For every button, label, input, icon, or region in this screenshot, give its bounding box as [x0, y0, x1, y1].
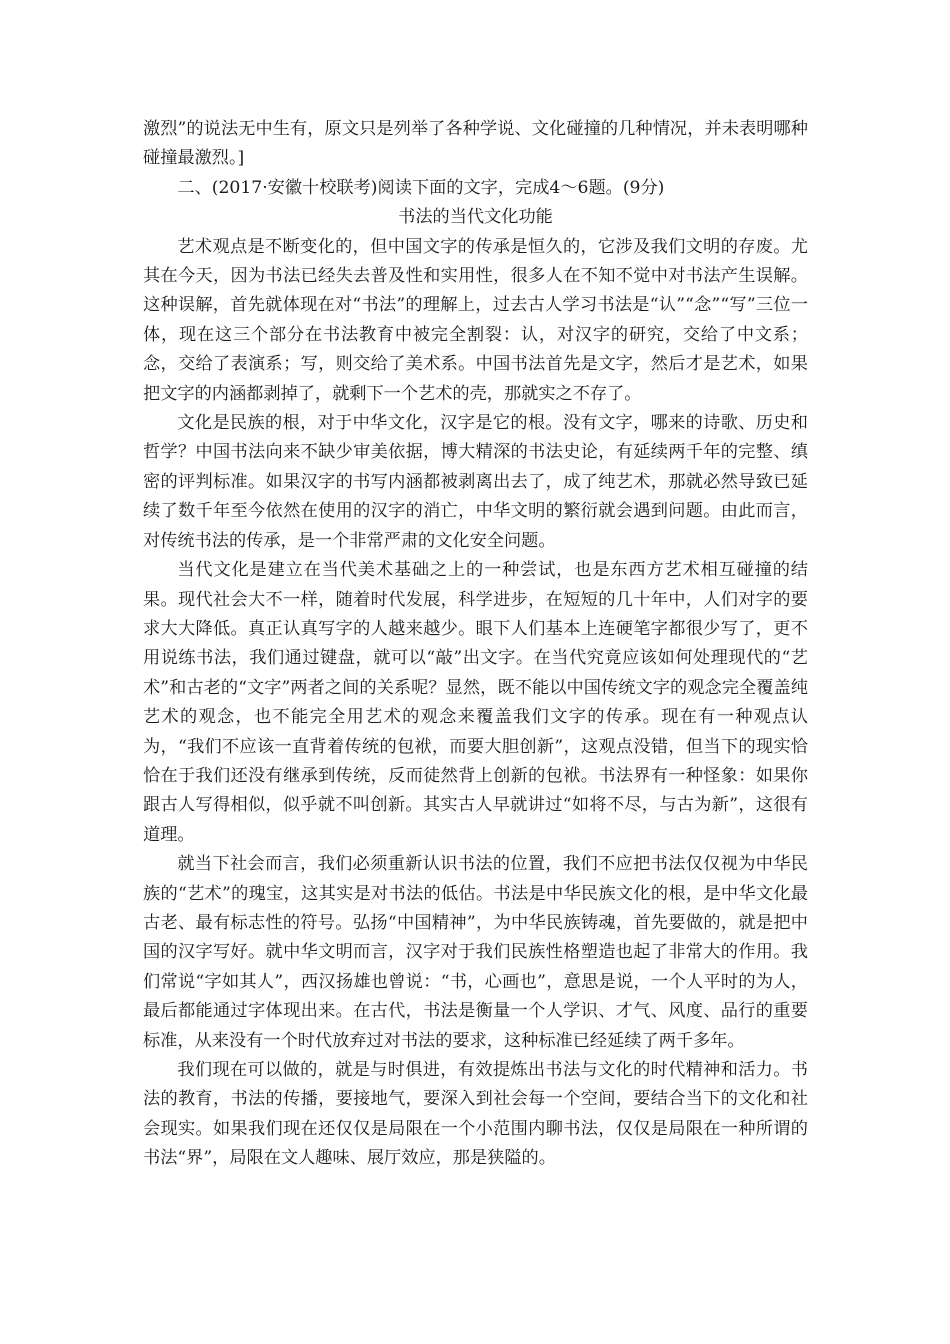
article-paragraph: 就当下社会而言，我们必须重新认识书法的位置，我们不应把书法仅仅视为中华民族的“艺术”的瑰宝，这其实是对书法的低估。书法是中华民族文化的根，是中华文化最古老、最有标志性的符号。弘扬“中国精神”，为中华民族铸魂，首先要做的，就是把中国的汉字写好。就中华文明而言，汉字对于我们民族性格塑造也起了非常大的作用。我们常说“字如其人”，西汉扬雄也曾说：“书，心画也”，意思是说，一个人平时的为人，最后都能通过字体现出来。在古代，书法是衡量一个人学识、才气、风度、品行的重要标准，从来没有一个时代放弃过对书法的要求，这种标准已经延续了两千多年。: [143, 854, 808, 1051]
article-paragraph: 艺术观点是不断变化的，但中国文字的传承是恒久的，它涉及我们文明的存废。尤其在今天，因为书法已经失去普及性和实用性，很多人在不知不觉中对书法产生误解。这种误解，首先就体现在对“书法”的理解上，过去古人学习书法是“认”“念”“写”三位一体，现在这三个部分在书法教育中被完全割裂：认，对汉字的研究，交给了中文系；念，交给了表演系；写，则交给了美术系。中国书法首先是文字，然后才是艺术，如果把文字的内涵都剥掉了，就剩下一个艺术的壳，那就实之不存了。: [143, 236, 808, 404]
question-header: 二、(2017·安徽十校联考)阅读下面的文字，完成4～6题。(9分): [177, 177, 665, 198]
article-paragraph: 文化是民族的根，对于中华文化，汉字是它的根。没有文字，哪来的诗歌、历史和哲学？中国书法向来不缺少审美依据，博大精深的书法史论，有延续两千年的完整、缜密的评判标准。如果汉字的书写内涵都被剥离出去了，成了纯艺术，那就必然导致已延续了数千年至今依然在使用的汉字的消亡，中华文明的繁衍就会遇到问题。由此而言，对传统书法的传承，是一个非常严肃的文化安全问题。: [143, 413, 808, 551]
article-title: 书法的当代文化功能: [398, 207, 553, 228]
article-paragraph: 我们现在可以做的，就是与时俱进，有效提炼出书法与文化的时代精神和活力。书法的教育，书法的传播，要接地气，要深入到社会每一个空间，要结合当下的文化和社会现实。如果我们现在还仅仅是局限在一个小范围内聊书法，仅仅是局限在一种所谓的书法“界”，局限在文人趣味、展厅效应，那是狭隘的。: [143, 1060, 808, 1169]
document-body: [143, 115, 808, 1174]
article-paragraph: 当代文化是建立在当代美术基础之上的一种尝试，也是东西方艺术相互碰撞的结果。现代社会大不一样，随着时代发展，科学进步，在短短的几十年中，人们对字的要求大大降低。真正认真写字的人越来越少。眼下人们基本上连硬笔字都很少写了，更不用说练书法，我们通过键盘，就可以“敲”出文字。在当代究竟应该如何处理现代的“艺术”和古老的“文字”两者之间的关系呢？显然，既不能以中国传统文字的观念完全覆盖纯艺术的观念，也不能完全用艺术的观念来覆盖我们文字的传承。现在有一种观点认为，“我们不应该一直背着传统的包袱，而要大胆创新”，这观点没错，但当下的现实恰恰在于我们还没有继承到传统，反而徒然背上创新的包袱。书法界有一种怪象：如果你跟古人写得相似，似乎就不叫创新。其实古人早就讲过“如将不尽，与古为新”，这很有道理。: [143, 560, 808, 845]
previous-answer-text: 激烈”的说法无中生有，原文只是列举了各种学说、文化碰撞的几种情况，并未表明哪种碰撞最激烈。]: [143, 119, 808, 169]
